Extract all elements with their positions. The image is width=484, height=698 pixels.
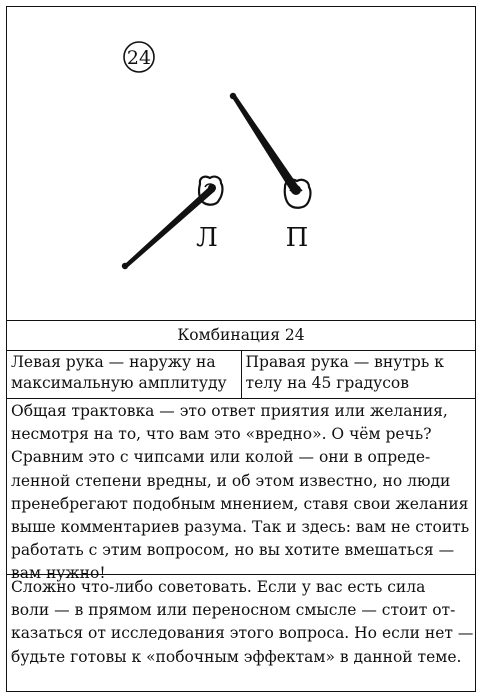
right-pendulum-icon — [230, 93, 301, 195]
interpretation-line: Общая трактовка — это ответ приятия или желания, — [11, 402, 448, 420]
interpretation-line: выше комментариев разума. Так и здесь: вам не стоить — [11, 518, 470, 537]
interpretation-line: работать с этим вопросом, но вы хотите вмешаться — — [11, 541, 455, 560]
combination-number: 24 — [126, 47, 152, 69]
right-hand-description — [242, 351, 476, 398]
advice-line: казаться от исследования этого вопроса. Но если нет — — [11, 624, 474, 643]
interpretation-line: ленной степени вредны, и об этом известно, но люди — [11, 471, 451, 490]
interpretation-line: вам нужно! — [11, 564, 106, 583]
interpretation-text — [7, 398, 475, 583]
pendulum-illustration — [7, 7, 474, 320]
advice-text — [7, 574, 475, 691]
combination-title: Комбинация 24 — [7, 320, 475, 350]
interpretation-line: Сравним это с чипсами или колой — они в опреде- — [11, 448, 431, 467]
right-hand-label: П — [285, 223, 309, 253]
advice-line: будьте готовы к «побочным эффектам» в данной теме. — [11, 647, 462, 666]
advice-line: Сложно что-либо советовать. Если у вас есть сила — [11, 578, 426, 596]
left-hand-line: Левая рука — наружу на — [11, 353, 216, 371]
right-hand-line: Правая рука — внутрь к — [245, 353, 444, 371]
left-hand-label: Л — [196, 223, 218, 253]
interpretation-line: несмотря на то, что вам это «вредно». О чём речь? — [11, 425, 432, 444]
advice-line: воли — в прямом или переносном смысле — стоит от- — [11, 601, 456, 620]
right-hand-line: телу на 45 градусов — [245, 374, 409, 392]
interpretation-line: пренебрегают подобным мнением, ставя свои желания — [11, 494, 469, 513]
left-hand-line: максимальную амплитуду — [11, 374, 227, 392]
hand-positions-row — [7, 350, 475, 398]
pendulum-diagram — [7, 7, 474, 320]
combination-card — [6, 6, 476, 692]
left-hand-description — [7, 351, 242, 398]
